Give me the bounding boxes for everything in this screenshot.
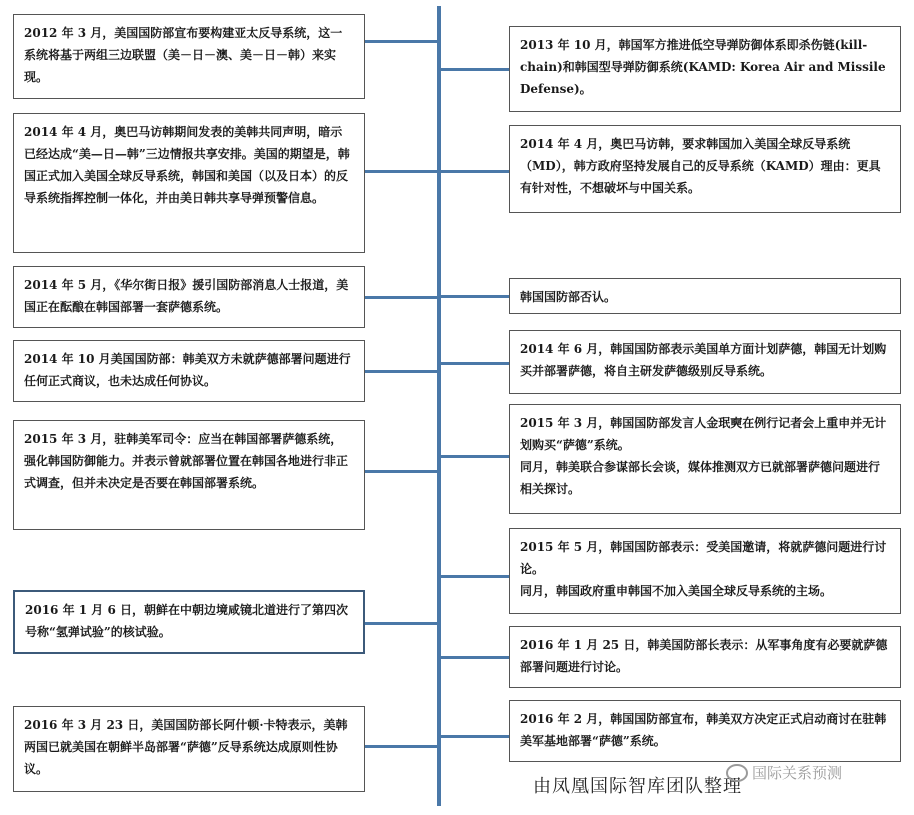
- event-text: 2016 年 3 月 23 日，美国国防部长阿什顿·卡特表示，美韩两国已就美国在朝鲜半岛部署“萨德”反导系统达成原则性协议。: [24, 718, 348, 776]
- event-text: 2016 年 1 月 6 日，朝鲜在中朝边境咸镜北道进行了第四次号称“氢弹试验”的核试验。: [25, 603, 348, 639]
- event-text: 2016 年 1 月 25 日，韩美国防部长表示：从军事角度有必要就萨德部署问题进行讨论。: [520, 638, 888, 674]
- timeline-axis: [437, 6, 441, 806]
- event-box-kr-denial: [509, 278, 901, 314]
- connector: [441, 170, 509, 173]
- connector: [441, 455, 509, 458]
- event-box-2016-01-25: [509, 626, 901, 688]
- connector: [365, 745, 437, 748]
- event-text: 2015 年 3 月，韩国国防部发言人金珉奭在例行记者会上重申并无计划购买“萨德”系统。: [520, 416, 887, 452]
- event-box-2016-01-06: [13, 590, 365, 654]
- event-box-2014-05: [13, 266, 365, 328]
- connector: [441, 362, 509, 365]
- event-box-2014-10: [13, 340, 365, 402]
- event-box-2014-04-us: [13, 113, 365, 253]
- event-box-2013-10: [509, 26, 901, 112]
- event-text: 韩国国防部否认。: [520, 290, 617, 304]
- event-box-2015-03-kr: [509, 404, 901, 514]
- connector: [365, 170, 437, 173]
- event-box-2016-03-23: [13, 706, 365, 792]
- event-text: 同月，韩国政府重申韩国不加入美国全球反导系统的主场。: [520, 584, 833, 598]
- connector: [441, 575, 509, 578]
- event-box-2012-03: [13, 14, 365, 99]
- event-text: 2015 年 3 月，驻韩美军司令：应当在韩国部署萨德系统，强化韩国防御能力。并表示曾就部署位置在韩国各地进行非正式调查，但并未决定是否要在韩国部署系统。: [24, 432, 349, 490]
- event-text: 2016 年 2 月，韩国国防部宣布，韩美双方决定正式启动商讨在驻韩美军基地部署“萨德”系统。: [520, 712, 887, 748]
- connector: [441, 295, 509, 298]
- event-text: 2014 年 10 月美国国防部：韩美双方未就萨德部署问题进行任何正式商议，也未达成任何协议。: [24, 352, 351, 388]
- event-text: 2015 年 5 月，韩国国防部表示：受美国邀请，将就萨德问题进行讨论。: [520, 540, 887, 576]
- connector: [365, 40, 437, 43]
- watermark: [726, 762, 842, 783]
- wechat-icon: [726, 764, 748, 782]
- connector: [441, 68, 509, 71]
- event-box-2014-04-kr: [509, 125, 901, 213]
- connector: [441, 735, 509, 738]
- event-text: 2014 年 4 月，奥巴马访韩期间发表的美韩共同声明，暗示已经达成“美—日—韩”三边情报共享安排。美国的期望是，韩国正式加入美国全球反导系统，韩国和美国（以及日本）的反导系统指挥控制一体化，并由美日韩共享导弹预警信息。: [24, 125, 350, 205]
- connector: [441, 656, 509, 659]
- connector: [365, 370, 437, 373]
- event-box-2014-06: [509, 330, 901, 394]
- event-text: 同月，韩美联合参谋部长会谈，媒体推测双方已就部署萨德问题进行相关探讨。: [520, 460, 881, 496]
- connector: [365, 296, 437, 299]
- connector: [365, 470, 437, 473]
- connector: [365, 622, 437, 625]
- event-box-2015-05: [509, 528, 901, 614]
- event-text: 2014 年 4 月，奥巴马访韩，要求韩国加入美国全球反导系统（MD），韩方政府坚持发展自己的反导系统（KAMD）理由：更具有针对性，不想破坏与中国关系。: [520, 137, 881, 195]
- event-box-2015-03-usfk: [13, 420, 365, 530]
- event-text: 2014 年 6 月，韩国国防部表示美国单方面计划萨德，韩国无计划购买并部署萨德，将自主研发萨德级别反导系统。: [520, 342, 887, 378]
- source-credit: 由凤凰国际智库团队整理: [533, 776, 742, 797]
- event-box-2016-02: [509, 700, 901, 762]
- event-text: 2012 年 3 月，美国国防部宣布要构建亚太反导系统，这一系统将基于两组三边联盟（美－日－澳、美－日－韩）来实现。: [24, 26, 343, 84]
- watermark-text: 国际关系预测: [752, 764, 843, 782]
- event-text: 2013 年 10 月，韩国军方推进低空导弹防御体系即杀伤链(kill-chain)和韩国型导弹防御系统(KAMD: Korea Air and Missile Defense)。: [520, 38, 886, 96]
- event-text: 2014 年 5 月，《华尔街日报》援引国防部消息人士报道，美国正在酝酿在韩国部署一套萨德系统。: [24, 278, 349, 314]
